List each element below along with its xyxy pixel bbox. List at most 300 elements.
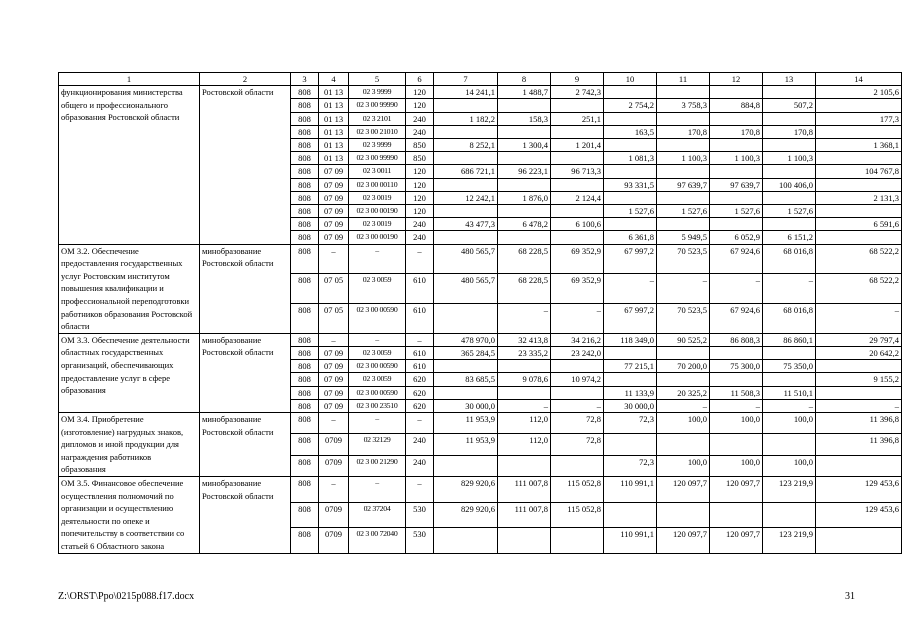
table-cell: 68 228,5: [498, 274, 551, 304]
table-cell: 1 081,3: [604, 152, 657, 165]
table-cell: 808: [291, 399, 319, 412]
column-header: 4: [319, 73, 349, 86]
table-cell: 686 721,1: [434, 165, 498, 178]
table-cell: 86 860,1: [763, 333, 816, 346]
table-cell: 110 991,1: [604, 528, 657, 554]
table-cell: [498, 231, 551, 244]
table-cell: 02 3 00 00590: [349, 304, 406, 334]
table-cell: 69 352,9: [551, 244, 604, 274]
table-cell: 1 100,3: [710, 152, 763, 165]
table-cell: 480 565,7: [434, 244, 498, 274]
table-cell: 0709: [319, 502, 349, 528]
table-cell: 12 242,1: [434, 191, 498, 204]
table-cell: [816, 231, 902, 244]
table-cell: –: [406, 476, 434, 502]
table-cell: 129 453,6: [816, 502, 902, 528]
table-cell: 808: [291, 112, 319, 125]
table-cell: [763, 347, 816, 360]
table-cell: [710, 165, 763, 178]
table-cell: 34 216,2: [551, 333, 604, 346]
table-cell: –: [710, 399, 763, 412]
table-row: [59, 333, 902, 346]
table-cell: 86 808,3: [710, 333, 763, 346]
table-cell: 68 016,8: [763, 304, 816, 334]
table-row: [59, 86, 902, 99]
table-cell: 01 13: [319, 99, 349, 112]
table-cell: 240: [406, 434, 434, 455]
table-cell: 6 151,2: [763, 231, 816, 244]
table-cell: 478 970,0: [434, 333, 498, 346]
table-cell: 02 3 00 99990: [349, 99, 406, 112]
column-header: 12: [710, 73, 763, 86]
table-cell: 120: [406, 178, 434, 191]
table-cell: [763, 112, 816, 125]
table-cell: 123 219,9: [763, 476, 816, 502]
table-cell: [604, 502, 657, 528]
table-cell: 07 09: [319, 360, 349, 373]
measure-description: ОМ 3.2. Обеспечение предоставления государственных услуг Ростовским институтом повышения квалификации и профессиональной переподготовки работников образования Ростовской области: [59, 244, 200, 333]
table-cell: 02 3 00 00110: [349, 178, 406, 191]
table-cell: 02 3 9999: [349, 86, 406, 99]
table-cell: [604, 139, 657, 152]
table-cell: 240: [406, 218, 434, 231]
table-cell: [710, 218, 763, 231]
table-cell: 850: [406, 139, 434, 152]
table-cell: 808: [291, 386, 319, 399]
table-cell: 0709: [319, 455, 349, 476]
table-cell: 100,0: [710, 413, 763, 434]
table-cell: [763, 139, 816, 152]
table-cell: 07 09: [319, 386, 349, 399]
table-cell: 808: [291, 528, 319, 554]
table-cell: [710, 434, 763, 455]
table-cell: 02 3 0059: [349, 347, 406, 360]
table-cell: [816, 178, 902, 191]
table-cell: 68 522,2: [816, 244, 902, 274]
table-cell: –: [604, 274, 657, 304]
table-cell: 808: [291, 231, 319, 244]
table-cell: [816, 360, 902, 373]
column-header: 13: [763, 73, 816, 86]
table-cell: 77 215,1: [604, 360, 657, 373]
table-cell: [763, 218, 816, 231]
table-cell: 850: [406, 152, 434, 165]
table-cell: [710, 139, 763, 152]
table-cell: 808: [291, 455, 319, 476]
table-cell: [710, 191, 763, 204]
table-cell: 120 097,7: [710, 476, 763, 502]
table-cell: [551, 178, 604, 191]
table-cell: 808: [291, 333, 319, 346]
table-cell: 68 522,2: [816, 274, 902, 304]
table-cell: –: [816, 304, 902, 334]
column-header: 2: [200, 73, 291, 86]
table-cell: 75 300,0: [710, 360, 763, 373]
column-header: 7: [434, 73, 498, 86]
column-header: 1: [59, 73, 200, 86]
table-cell: 1 527,6: [657, 205, 710, 218]
table-cell: 808: [291, 502, 319, 528]
table-cell: 120: [406, 165, 434, 178]
table-cell: 11 133,9: [604, 386, 657, 399]
table-cell: 240: [406, 231, 434, 244]
table-cell: 829 920,6: [434, 502, 498, 528]
table-cell: 808: [291, 413, 319, 434]
table-cell: [551, 99, 604, 112]
table-cell: 68 228,5: [498, 244, 551, 274]
table-cell: 620: [406, 386, 434, 399]
table-cell: 6 361,8: [604, 231, 657, 244]
table-cell: [434, 205, 498, 218]
table-cell: [604, 112, 657, 125]
table-cell: –: [710, 274, 763, 304]
table-cell: [551, 360, 604, 373]
table-cell: 100,0: [710, 455, 763, 476]
table-cell: [763, 191, 816, 204]
table-cell: 620: [406, 399, 434, 412]
table-cell: 70 523,5: [657, 304, 710, 334]
table-cell: 158,3: [498, 112, 551, 125]
measure-description: ОМ 3.4. Приобретение (изготовление) нагрудных знаков, дипломов и иной продукции для награждения работников образования: [59, 413, 200, 477]
table-cell: 120: [406, 99, 434, 112]
table-cell: 72,8: [551, 434, 604, 455]
table-cell: 120 097,7: [710, 528, 763, 554]
table-cell: 67 924,6: [710, 244, 763, 274]
table-cell: 9 078,6: [498, 373, 551, 386]
table-cell: 70 523,5: [657, 244, 710, 274]
column-header: 3: [291, 73, 319, 86]
table-cell: 170,8: [710, 125, 763, 138]
table-cell: –: [406, 244, 434, 274]
table-cell: 67 997,2: [604, 244, 657, 274]
table-cell: 111 007,8: [498, 502, 551, 528]
table-cell: 530: [406, 502, 434, 528]
table-cell: 07 09: [319, 347, 349, 360]
table-cell: [434, 455, 498, 476]
table-cell: [657, 218, 710, 231]
table-cell: 07 09: [319, 373, 349, 386]
column-header: 14: [816, 73, 902, 86]
table-cell: [434, 360, 498, 373]
table-cell: –: [349, 333, 406, 346]
table-cell: –: [349, 244, 406, 274]
table-cell: 115 052,8: [551, 476, 604, 502]
table-cell: 1 100,3: [763, 152, 816, 165]
table-cell: 1 527,6: [604, 205, 657, 218]
table-cell: 808: [291, 244, 319, 274]
table-cell: 11 953,9: [434, 413, 498, 434]
table-cell: 2 754,2: [604, 99, 657, 112]
table-cell: 884,8: [710, 99, 763, 112]
table-cell: [434, 386, 498, 399]
table-cell: 23 335,2: [498, 347, 551, 360]
table-cell: [604, 373, 657, 386]
table-cell: 808: [291, 373, 319, 386]
column-header: 10: [604, 73, 657, 86]
table-cell: [498, 455, 551, 476]
table-cell: 07 05: [319, 304, 349, 334]
table-cell: 1 182,2: [434, 112, 498, 125]
table-cell: 14 241,1: [434, 86, 498, 99]
table-cell: 170,8: [763, 125, 816, 138]
table-cell: 11 396,8: [816, 413, 902, 434]
table-cell: 30 000,0: [434, 399, 498, 412]
table-cell: [657, 347, 710, 360]
header-row: [59, 73, 902, 86]
table-cell: 808: [291, 205, 319, 218]
column-header: 8: [498, 73, 551, 86]
table-cell: 67 924,6: [710, 304, 763, 334]
table-cell: 808: [291, 218, 319, 231]
table-cell: [604, 218, 657, 231]
table-cell: [657, 434, 710, 455]
table-cell: 8 252,1: [434, 139, 498, 152]
table-cell: [657, 191, 710, 204]
table-cell: 1 300,4: [498, 139, 551, 152]
table-cell: –: [498, 304, 551, 334]
table-cell: 808: [291, 347, 319, 360]
table-cell: 104 767,8: [816, 165, 902, 178]
table-cell: 96 713,3: [551, 165, 604, 178]
table-cell: 07 09: [319, 218, 349, 231]
table-cell: 02 3 0019: [349, 191, 406, 204]
table-cell: 120 097,7: [657, 476, 710, 502]
table-cell: 11 953,9: [434, 434, 498, 455]
table-cell: 3 758,3: [657, 99, 710, 112]
column-header: 5: [349, 73, 406, 86]
table-cell: [710, 112, 763, 125]
table-cell: 1 368,1: [816, 139, 902, 152]
table-cell: 01 13: [319, 112, 349, 125]
table-cell: 02 3 00 21290: [349, 455, 406, 476]
table-cell: 02 3 0011: [349, 165, 406, 178]
table-cell: –: [657, 274, 710, 304]
table-cell: 90 525,2: [657, 333, 710, 346]
table-cell: [710, 347, 763, 360]
table-cell: 01 13: [319, 86, 349, 99]
table-cell: –: [498, 399, 551, 412]
table-cell: [551, 152, 604, 165]
responsible-executor: минобразование Ростовской области: [200, 333, 291, 412]
measure-description: функционирования министерства общего и профессионального образования Ростовской области: [59, 86, 200, 244]
file-path: Z:\ORST\Ppo\0215p088.f17.docx: [58, 591, 195, 602]
table-cell: 02 3 2101: [349, 112, 406, 125]
table-cell: 2 105,6: [816, 86, 902, 99]
responsible-executor: Ростовской области: [200, 86, 291, 244]
table-cell: 9 155,2: [816, 373, 902, 386]
table-cell: 97 639,7: [657, 178, 710, 191]
table-cell: 100,0: [657, 455, 710, 476]
table-cell: 01 13: [319, 139, 349, 152]
table-row: [59, 476, 902, 502]
table-cell: 1 100,3: [657, 152, 710, 165]
table-cell: 808: [291, 86, 319, 99]
column-header: 6: [406, 73, 434, 86]
table-cell: [498, 360, 551, 373]
table-cell: 808: [291, 434, 319, 455]
table-cell: 1 488,7: [498, 86, 551, 99]
table-cell: –: [319, 333, 349, 346]
table-cell: 100,0: [657, 413, 710, 434]
table-cell: [604, 191, 657, 204]
table-cell: [498, 386, 551, 399]
table-cell: 170,8: [657, 125, 710, 138]
table-cell: 02 3 00 00190: [349, 205, 406, 218]
table-cell: [551, 205, 604, 218]
table-cell: 07 09: [319, 231, 349, 244]
table-cell: 1 527,6: [710, 205, 763, 218]
table-cell: [657, 112, 710, 125]
table-cell: 808: [291, 360, 319, 373]
table-cell: 07 09: [319, 178, 349, 191]
table-row: [59, 244, 902, 274]
table-cell: 11 508,3: [710, 386, 763, 399]
table-cell: –: [551, 304, 604, 334]
table-cell: 610: [406, 347, 434, 360]
table-cell: [657, 139, 710, 152]
table-cell: –: [319, 413, 349, 434]
table-cell: [816, 386, 902, 399]
table-cell: 20 642,2: [816, 347, 902, 360]
table-cell: –: [406, 333, 434, 346]
table-cell: [498, 99, 551, 112]
table-cell: [657, 86, 710, 99]
table-cell: 32 413,8: [498, 333, 551, 346]
table-cell: [604, 86, 657, 99]
table-cell: 6 052,9: [710, 231, 763, 244]
table-cell: 5 949,5: [657, 231, 710, 244]
table-cell: 620: [406, 373, 434, 386]
table-cell: [816, 455, 902, 476]
table-cell: 02 32129: [349, 434, 406, 455]
table-cell: 29 797,4: [816, 333, 902, 346]
page-number: 31: [845, 591, 855, 602]
table-cell: –: [406, 413, 434, 434]
table-cell: [816, 528, 902, 554]
table-cell: [498, 152, 551, 165]
table-cell: 123 219,9: [763, 528, 816, 554]
table-cell: –: [763, 399, 816, 412]
table-cell: 100,0: [763, 413, 816, 434]
table-cell: 530: [406, 528, 434, 554]
table-cell: [816, 205, 902, 218]
responsible-executor: минобразование Ростовской области: [200, 244, 291, 333]
table-cell: 6 591,6: [816, 218, 902, 231]
table-cell: 43 477,3: [434, 218, 498, 231]
table-cell: 93 331,5: [604, 178, 657, 191]
table-cell: –: [657, 399, 710, 412]
table-cell: 70 200,0: [657, 360, 710, 373]
table-cell: 02 37204: [349, 502, 406, 528]
table-cell: 2 124,4: [551, 191, 604, 204]
table-cell: 808: [291, 125, 319, 138]
table-cell: [434, 178, 498, 191]
table-cell: 808: [291, 274, 319, 304]
table-cell: 610: [406, 360, 434, 373]
table-cell: [710, 373, 763, 386]
column-header: 9: [551, 73, 604, 86]
table-cell: 120: [406, 86, 434, 99]
table-cell: 240: [406, 112, 434, 125]
table-cell: 02 3 00 72040: [349, 528, 406, 554]
table-cell: 02 3 0019: [349, 218, 406, 231]
budget-table: [58, 72, 902, 554]
table-cell: 808: [291, 304, 319, 334]
table-cell: [763, 502, 816, 528]
table-cell: –: [349, 476, 406, 502]
table-cell: 83 685,5: [434, 373, 498, 386]
table-cell: 0709: [319, 528, 349, 554]
table-cell: 251,1: [551, 112, 604, 125]
table-cell: 02 3 00 00590: [349, 386, 406, 399]
table-cell: 100,0: [763, 455, 816, 476]
table-cell: 610: [406, 274, 434, 304]
table-cell: 07 05: [319, 274, 349, 304]
table-cell: 829 920,6: [434, 476, 498, 502]
table-cell: 02 3 9999: [349, 139, 406, 152]
table-cell: 20 325,2: [657, 386, 710, 399]
table-cell: 177,3: [816, 112, 902, 125]
measure-description: ОМ 3.3. Обеспечение деятельности областных государственных организаций, обеспечивающих предоставление услуг в сфере образования: [59, 333, 200, 412]
table-cell: 72,3: [604, 455, 657, 476]
table-cell: 11 510,1: [763, 386, 816, 399]
table-cell: 118 349,0: [604, 333, 657, 346]
table-cell: 808: [291, 476, 319, 502]
table-cell: [551, 125, 604, 138]
table-cell: –: [349, 413, 406, 434]
table-cell: 808: [291, 191, 319, 204]
table-cell: [551, 455, 604, 476]
table-cell: 23 242,0: [551, 347, 604, 360]
table-cell: 1 527,6: [763, 205, 816, 218]
table-cell: 07 09: [319, 165, 349, 178]
table-cell: 72,8: [551, 413, 604, 434]
table-cell: 610: [406, 304, 434, 334]
table-cell: [816, 152, 902, 165]
table-cell: 02 3 00 00590: [349, 360, 406, 373]
table-cell: 480 565,7: [434, 274, 498, 304]
table-cell: –: [816, 399, 902, 412]
table-cell: –: [551, 399, 604, 412]
table-cell: [551, 528, 604, 554]
table-cell: 1 876,0: [498, 191, 551, 204]
table-cell: 365 284,5: [434, 347, 498, 360]
table-cell: 112,0: [498, 413, 551, 434]
table-cell: 120 097,7: [657, 528, 710, 554]
table-cell: 02 3 00 21010: [349, 125, 406, 138]
table-cell: 07 09: [319, 399, 349, 412]
table-cell: 07 09: [319, 205, 349, 218]
table-cell: 68 016,8: [763, 244, 816, 274]
table-cell: [604, 434, 657, 455]
table-cell: [763, 86, 816, 99]
table-cell: 240: [406, 455, 434, 476]
table-cell: 111 007,8: [498, 476, 551, 502]
table-cell: 808: [291, 152, 319, 165]
table-cell: [710, 502, 763, 528]
table-cell: –: [763, 274, 816, 304]
table-cell: 808: [291, 99, 319, 112]
table-cell: –: [319, 476, 349, 502]
table-cell: [434, 528, 498, 554]
table-cell: 72,3: [604, 413, 657, 434]
table-cell: 11 396,8: [816, 434, 902, 455]
table-cell: 02 3 00 99990: [349, 152, 406, 165]
table-cell: 69 352,9: [551, 274, 604, 304]
table-cell: [434, 231, 498, 244]
table-cell: 01 13: [319, 125, 349, 138]
table-cell: [763, 434, 816, 455]
